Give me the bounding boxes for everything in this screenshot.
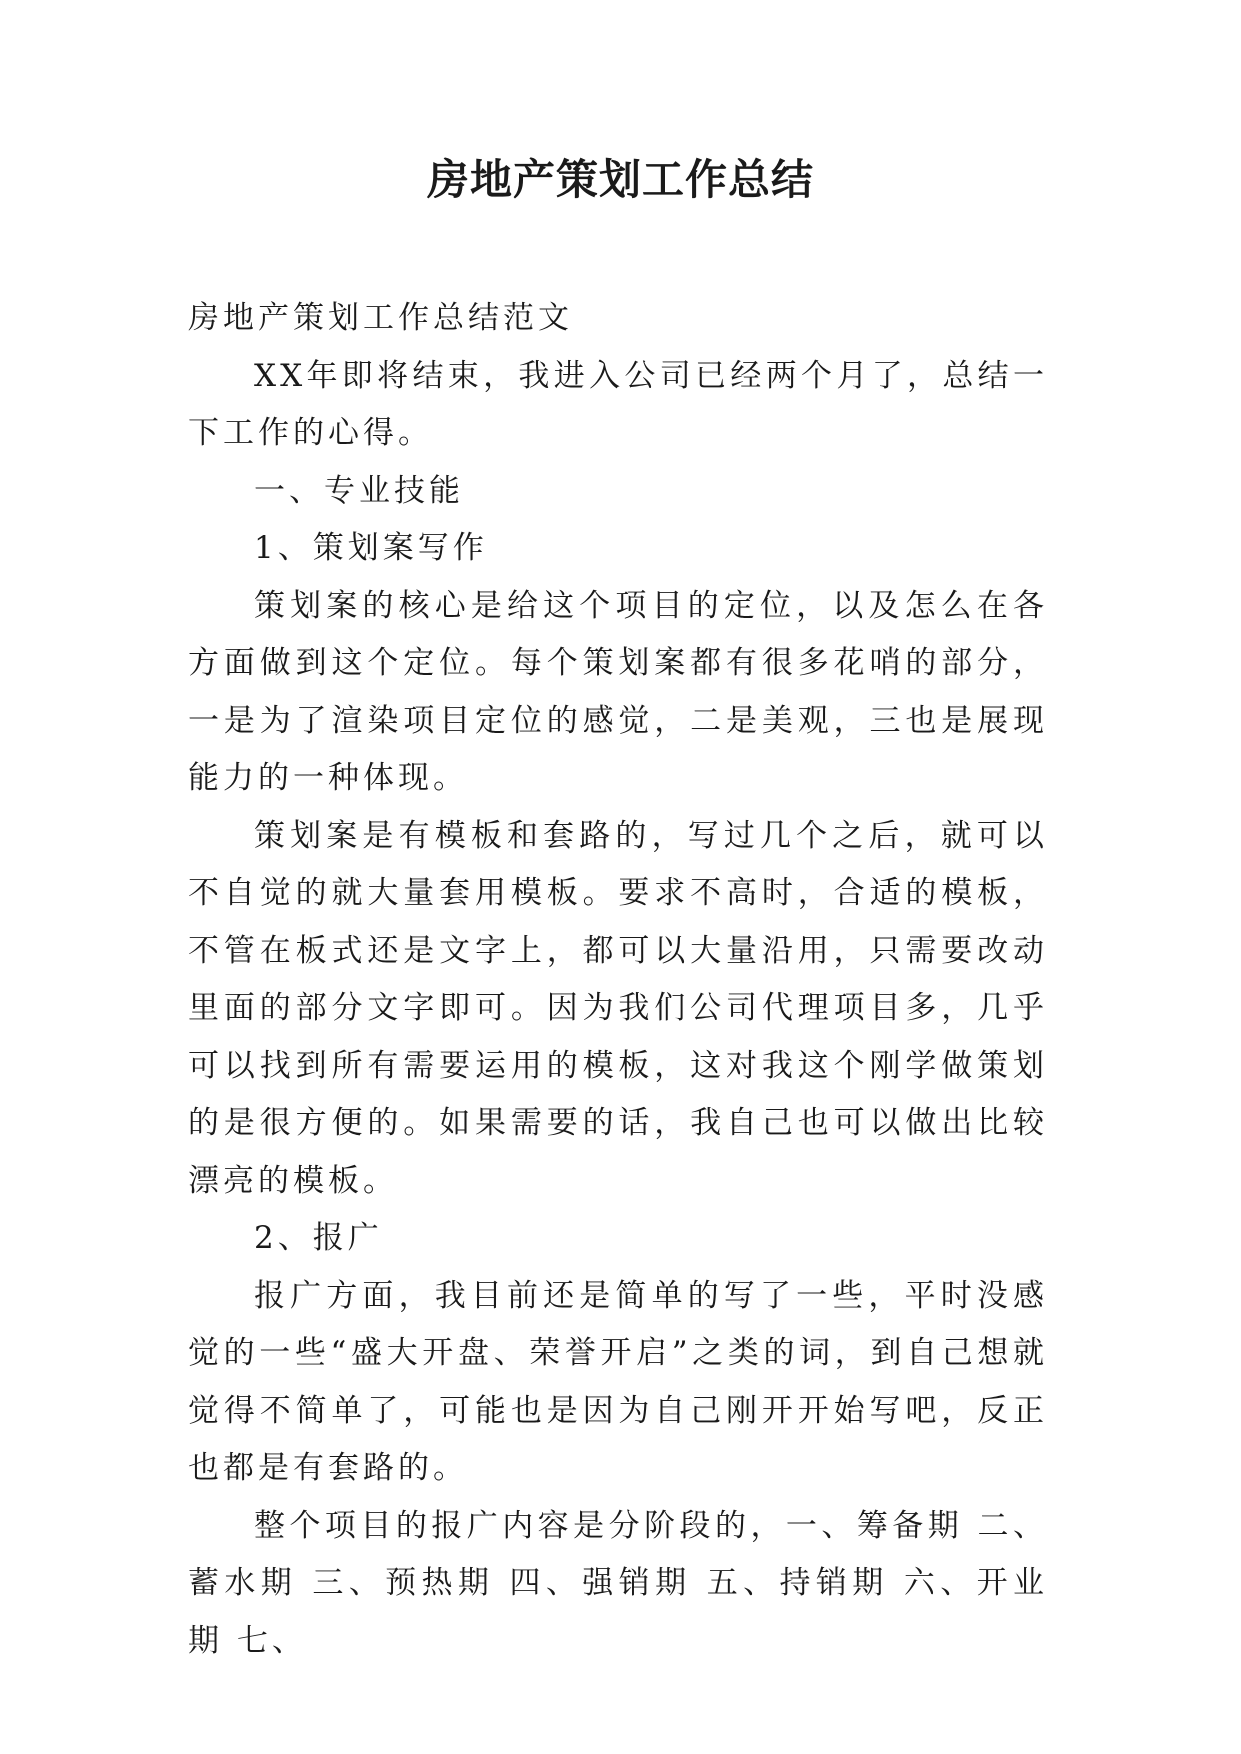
document-body [188, 290, 1048, 1670]
body-paragraph: 策划案的核心是给这个项目的定位，以及怎么在各方面做到这个定位。每个策划案都有很多花哨的部分，一是为了渲染项目定位的感觉，二是美观，三也是展现能力的一种体现。 [188, 587, 1048, 796]
body-paragraph: 策划案是有模板和套路的，写过几个之后，就可以不自觉的就大量套用模板。要求不高时，合适的模板，不管在板式还是文字上，都可以大量沿用，只需要改动里面的部分文字即可。因为我们公司代理项目多，几乎可以找到所有需要运用的模板，这对我这个刚学做策划的是很方便的。如果需要的话，我自己也可以做出比较漂亮的模板。 [188, 817, 1048, 1199]
body-paragraph: 整个项目的报广内容是分阶段的，一、筹备期 二、蓄水期 三、预热期 四、强销期 五、持销期 六、开业期 七、 [188, 1507, 1048, 1659]
document-title: 房地产策划工作总结 [426, 155, 814, 204]
subsection-heading: 2、报广 [254, 1220, 383, 1256]
body-paragraph: 报广方面，我目前还是简单的写了一些，平时没感觉的一些“盛大开盘、荣誉开启”之类的词，到自己想就觉得不简单了，可能也是因为自己刚开开始写吧，反正也都是有套路的。 [188, 1277, 1048, 1486]
section-heading: 一、专业技能 [254, 472, 464, 509]
subtitle-paragraph: 房地产策划工作总结范文 [188, 300, 573, 336]
intro-paragraph: XX年即将结束，我进入公司已经两个月了，总结一下工作的心得。 [188, 357, 1048, 451]
subsection-heading: 1、策划案写作 [254, 530, 488, 566]
